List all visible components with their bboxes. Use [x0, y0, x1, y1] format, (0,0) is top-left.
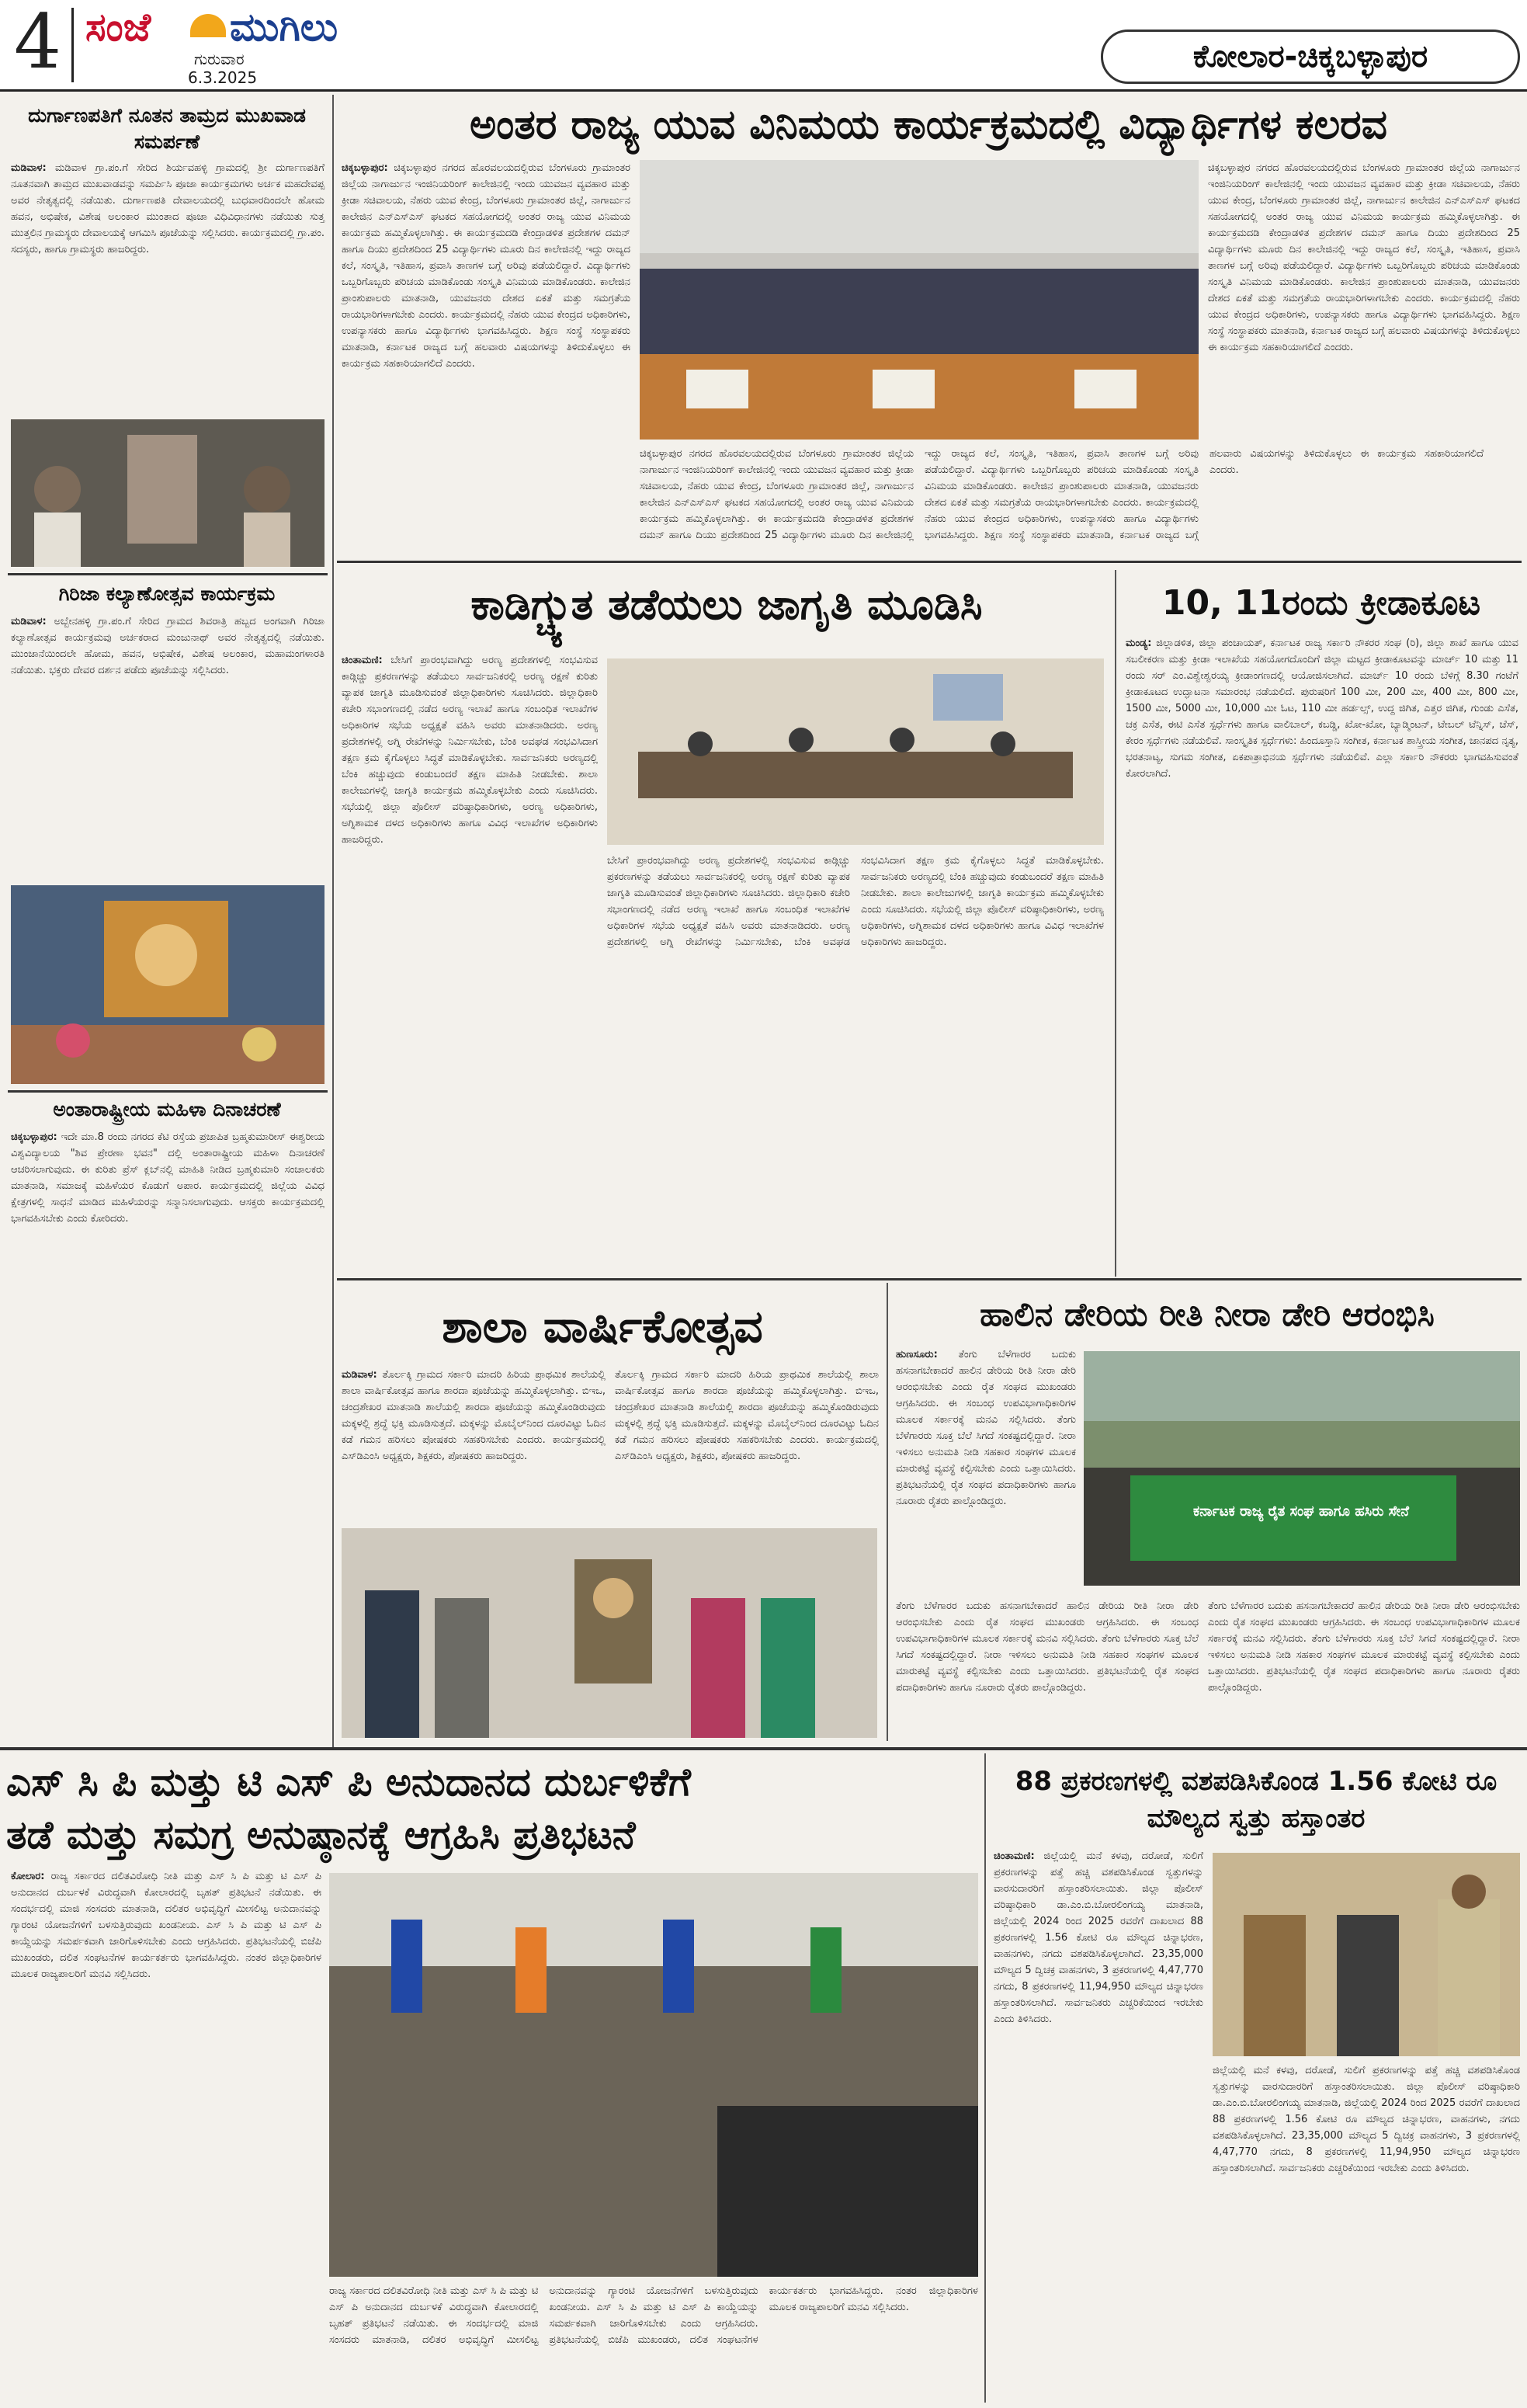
dateline: ಮಡಿವಾಳ:	[11, 616, 47, 627]
article-sports-body	[1126, 635, 1518, 1275]
banner-caption: ಕರ್ನಾಟಕ ರಾಜ್ಯ ರೈತ ಸಂಘ ಹಾಗೂ ಹಸಿರು ಸೇನೆ	[1193, 1503, 1409, 1520]
article-durgamba-body	[11, 160, 324, 416]
headline-girija: ಗಿರಿಜಾ ಕಲ್ಯಾಣೋತ್ಸವ ಕಾರ್ಯಕ್ರಮ	[58, 582, 276, 605]
article-text: ರಾಜ್ಯ ಸರ್ಕಾರದ ದಲಿತವಿರೋಧಿ ನೀತಿ ಮತ್ತು ಎಸ್ ಸಿ ಪಿ ಮತ್ತು ಟಿ ಎಸ್ ಪಿ ಅನುದಾನದ ದುರ್ಬಳಕೆ ವಿರುದ್ಧವಾಗಿ ಕೋಲಾರದಲ್ಲಿ ಬೃಹತ್ ಪ್ರತಿಭಟನೆ ನಡೆಯಿತು. ಈ ಸಂದರ್ಭದಲ್ಲಿ ಮಾಜಿ ಸಂಸದರು ಮಾತನಾಡಿ, ದಲಿತರ ಅಭಿವೃದ್ಧಿಗೆ ಮೀಸಲಿಟ್ಟ ಅನುದಾನವನ್ನು ಗ್ಯಾರಂಟಿ ಯೋಜನೆಗಳಿಗೆ ಬಳಸುತ್ತಿರುವುದು ಖಂಡನೀಯ. ಎಸ್ ಸಿ ಪಿ ಮತ್ತು ಟಿ ಎಸ್ ಪಿ ಕಾಯ್ದೆಯನ್ನು ಸಮರ್ಪಕವಾಗಿ ಜಾರಿಗೊಳಿಸಬೇಕು ಎಂದು ಆಗ್ರಹಿಸಿದರು. ಪ್ರತಿಭಟನೆಯಲ್ಲಿ ಬಿಜೆಪಿ ಮುಖಂಡರು, ದಲಿತ ಸಂಘಟನೆಗಳ ಕಾರ್ಯಕರ್ತರು ಭಾಗವಹಿಸಿದ್ದರು. ನಂತರ ಜಿಲ್ಲಾಧಿಕಾರಿಗಳ ಮೂಲಕ ರಾಜ್ಯಪಾಲರಿಗೆ ಮನವಿ ಸಲ್ಲಿಸಿದರು.	[11, 1871, 321, 1980]
dateline: ಮಡಿವಾಳ:	[342, 1369, 377, 1381]
column-divider	[332, 95, 334, 1749]
headline-exchange: ಅಂತರ ರಾಜ್ಯ ಯುವ ವಿನಿಮಯ ಕಾರ್ಯಕ್ರಮದಲ್ಲಿ ವಿದ್ಯಾರ್ಥಿಗಳ ಕಲರವ	[469, 102, 1388, 148]
dateline: ಕೋಲಾರ:	[11, 1871, 45, 1882]
meeting-photo	[607, 658, 1104, 845]
headline-protest-line2: ತಡೆ ಮತ್ತು ಸಮಗ್ರ ಅನುಷ್ಠಾನಕ್ಕೆ ಆಗ್ರಹಿಸಿ ಪ್ರತಿಭಟನೆ	[6, 1812, 636, 1857]
article-text: ಮಡಿವಾಳ ಗ್ರಾ.ಪಂ.ಗೆ ಸೇರಿದ ಶಿರ್ಯವಹಳ್ಳಿ ಗ್ರಾಮದಲ್ಲಿ ಶ್ರೀ ದುರ್ಗಾಣಪತಿಗೆ ನೂತನವಾಗಿ ತಾಮ್ರದ ಮುಖವಾಡವನ್ನು ಸಮರ್ಪಿಸಿ ಪೂಜಾ ಕಾರ್ಯಕ್ರಮಗಳು ಅರ್ಚಕ ಮಹದೇವಪ್ಪ ಅವರ ನೇತೃತ್ವದಲ್ಲಿ ನಡೆಯಿತು. ದುರ್ಗಾಣಪತಿ ದೇವಾಲಯದಲ್ಲಿ ಬುಧವಾರದಿಂದಲೇ ಹೋಮ ಹವನ, ಅಭಿಷೇಕ, ವಿಶೇಷ ಅಲಂಕಾರ ಮುಂತಾದ ಪೂಜಾ ವಿಧಿವಿಧಾನಗಳು ನಡೆಯಿತು ಸುತ್ತ ಮುತ್ತಲಿನ ಗ್ರಾಮಸ್ಥರು ದೇವಾಲಯಕ್ಕೆ ಆಗಮಿಸಿ ಪೂಜೆಯನ್ನು ಸಲ್ಲಿಸಿದರು. ಕಾರ್ಯಕ್ರಮದಲ್ಲಿ ಗ್ರಾ.ಪಂ. ಸದಸ್ಯರು, ಹಾಗೂ ಗ್ರಾಮಸ್ಥರು ಹಾಜರಿದ್ದರು.	[11, 162, 324, 255]
article-dairy-continued: ತೆಂಗು ಬೆಳೆಗಾರರ ಬದುಕು ಹಸನಾಗಬೇಕಾದರೆ ಹಾಲಿನ ಡೇರಿಯ ರೀತಿ ನೀರಾ ಡೇರಿ ಆರಂಭಿಸಬೇಕು ಎಂದು ರೈತ ಸಂಘದ ಮುಖಂಡರು ಆಗ್ರಹಿಸಿದರು. ಈ ಸಂಬಂಧ ಉಪವಿಭಾಗಾಧಿಕಾರಿಗಳ ಮೂಲಕ ಸರ್ಕಾರಕ್ಕೆ ಮನವಿ ಸಲ್ಲಿಸಿದರು. ತೆಂಗು ಬೆಳೆಗಾರರು ಸೂಕ್ತ ಬೆಲೆ ಸಿಗದೆ ಸಂಕಷ್ಟದಲ್ಲಿದ್ದಾರೆ. ನೀರಾ ಇಳಿಸಲು ಅನುಮತಿ ನೀಡಿ ಸಹಕಾರ ಸಂಘಗಳ ಮೂಲಕ ಮಾರುಕಟ್ಟೆ ವ್ಯವಸ್ಥೆ ಕಲ್ಪಿಸಬೇಕು ಎಂದು ಒತ್ತಾಯಿಸಿದರು. ಪ್ರತಿಭಟನೆಯಲ್ಲಿ ರೈತ ಸಂಘದ ಪದಾಧಿಕಾರಿಗಳು ಹಾಗೂ ನೂರಾರು ರೈತರು ಪಾಲ್ಗೊಂಡಿದ್ದರು.	[896, 1600, 1199, 1694]
article-text: ಇದೇ ಮಾ.8 ರಂದು ನಗರದ ಕೆಟಿ ರಸ್ತೆಯ ಪ್ರಜಾಪಿತ ಬ್ರಹ್ಮಕುಮಾರೀಸ್ ಈಶ್ವರೀಯ ವಿಶ್ವವಿದ್ಯಾಲಯ "ಶಿವ ಪ್ರೇರಣಾ ಭವನ" ದಲ್ಲಿ ಅಂತಾರಾಷ್ಟ್ರೀಯ ಮಹಿಳಾ ದಿನಾಚರಣೆ ಆಚರಿಸಲಾಗುವುದು. ಈ ಕುರಿತು ಪ್ರೆಸ್ ಕ್ಲಬ್‌ನಲ್ಲಿ ಮಾಹಿತಿ ನೀಡಿದ ಬ್ರಹ್ಮಕುಮಾರಿ ಸಂಚಾಲಕರು ಮಾತನಾಡಿ, ಸಮಾಜಕ್ಕೆ ಮಹಿಳೆಯರ ಕೊಡುಗೆ ಅಪಾರ. ಕಾರ್ಯಕ್ರಮದಲ್ಲಿ ಜಿಲ್ಲೆಯ ವಿವಿಧ ಕ್ಷೇತ್ರಗಳಲ್ಲಿ ಸಾಧನೆ ಮಾಡಿದ ಮಹಿಳೆಯರನ್ನು ಸನ್ಮಾನಿಸಲಾಗುವುದು. ಆಸಕ್ತರು ಕಾರ್ಯಕ್ರಮದಲ್ಲಿ ಭಾಗವಹಿಸಬೇಕು ಎಂದು ಕೋರಿದರು.	[11, 1131, 324, 1225]
headline-sports: 10, 11ರಂದು ಕ್ರೀಡಾಕೂಟ	[1161, 583, 1481, 623]
article-text: ಚಿಕ್ಕಬಳ್ಳಾಪುರ ನಗರದ ಹೊರವಲಯದಲ್ಲಿರುವ ಬೆಂಗಳೂರು ಗ್ರಾಮಾಂತರ ಜಿಲ್ಲೆಯ ನಾಗಾರ್ಜುನ ಇಂಜಿನಿಯರಿಂಗ್ ಕಾಲೇಜಿನಲ್ಲಿ ಇಂದು ಯುವಜನ ವ್ಯವಹಾರ ಮತ್ತು ಕ್ರೀಡಾ ಸಚಿವಾಲಯ, ನೆಹರು ಯುವ ಕೇಂದ್ರ, ಬೆಂಗಳೂರು ಗ್ರಾಮಾಂತರ ಜಿಲ್ಲೆ, ನಾಗಾರ್ಜುನ ಕಾಲೇಜಿನ ಎನ್‌ಎಸ್‌ಎಸ್ ಘಟಕದ ಸಹಯೋಗದಲ್ಲಿ ಅಂತರ ರಾಜ್ಯ ಯುವ ವಿನಿಮಯ ಕಾರ್ಯಕ್ರಮ ಹಮ್ಮಿಕೊಳ್ಳಲಾಗಿತ್ತು. ಈ ಕಾರ್ಯಕ್ರಮದಡಿ ಕೇಂದ್ರಾಡಳಿತ ಪ್ರದೇಶಗಳ ದಮನ್ ಹಾಗೂ ದಿಯು ಪ್ರದೇಶದಿಂದ 25 ವಿದ್ಯಾರ್ಥಿಗಳು ಮೂರು ದಿನ ಕಾಲೇಜಿನಲ್ಲಿ ಇದ್ದು ರಾಜ್ಯದ ಕಲೆ, ಸಂಸ್ಕೃತಿ, ಇತಿಹಾಸ, ಪ್ರವಾಸಿ ತಾಣಗಳ ಬಗ್ಗೆ ಅರಿವು ಪಡೆಯಲಿದ್ದಾರೆ. ವಿದ್ಯಾರ್ಥಿಗಳು ಒಬ್ಬರಿಗೊಬ್ಬರು ಪರಿಚಯ ಮಾಡಿಕೊಂಡು ಸಂಸ್ಕೃತಿ ವಿನಿಮಯ ಮಾಡಿಕೊಂಡರು. ಕಾಲೇಜಿನ ಪ್ರಾಂಶುಪಾಲರು ಮಾತನಾಡಿ, ಯುವಜನರು ದೇಶದ ಏಕತೆ ಮತ್ತು ಸಮಗ್ರತೆಯ ರಾಯಭಾರಿಗಳಾಗಬೇಕು ಎಂದರು. ಕಾರ್ಯಕ್ರಮದಲ್ಲಿ ನೆಹರು ಯುವ ಕೇಂದ್ರದ ಅಧಿಕಾರಿಗಳು, ಉಪನ್ಯಾಸಕರು ಹಾಗೂ ವಿದ್ಯಾರ್ಥಿಗಳು ಭಾಗವಹಿಸಿದ್ದರು. ಶಿಕ್ಷಣ ಸಂಸ್ಥೆ ಸಂಸ್ಥಾಪಕರು ಮಾತನಾಡಿ, ಕರ್ನಾಟಕ ರಾಜ್ಯದ ಬಗ್ಗೆ ಹಲವಾರು ವಿಷಯಗಳನ್ನು ತಿಳಿದುಕೊಳ್ಳಲು ಈ ಕಾರ್ಯಕ್ರಮ ಸಹಕಾರಿಯಾಗಲಿದೆ ಎಂದರು.	[342, 162, 630, 370]
column-divider	[1115, 570, 1116, 1277]
temple-mask-photo	[11, 419, 324, 567]
dateline: ಮಂಡ್ಯ:	[1126, 638, 1152, 649]
article-text: ಬೇಸಿಗೆ ಪ್ರಾರಂಭವಾಗಿದ್ದು ಅರಣ್ಯ ಪ್ರದೇಶಗಳಲ್ಲಿ ಸಂಭವಿಸುವ ಕಾಡ್ಗಿಚ್ಚು ಪ್ರಕರಣಗಳನ್ನು ತಡೆಯಲು ಸಾರ್ವಜನಿಕರಲ್ಲಿ ಅರಣ್ಯ ರಕ್ಷಣೆ ಕುರಿತು ವ್ಯಾಪಕ ಜಾಗೃತಿ ಮೂಡಿಸುವಂತೆ ಜಿಲ್ಲಾಧಿಕಾರಿಗಳು ಸೂಚಿಸಿದರು. ಜಿಲ್ಲಾಧಿಕಾರಿ ಕಚೇರಿ ಸಭಾಂಗಣದಲ್ಲಿ ನಡೆದ ಅರಣ್ಯ ಇಲಾಖೆ ಹಾಗೂ ಸಂಬಂಧಿತ ಇಲಾಖೆಗಳ ಅಧಿಕಾರಿಗಳ ಸಭೆಯ ಅಧ್ಯಕ್ಷತೆ ವಹಿಸಿ ಅವರು ಮಾತನಾಡಿದರು. ಅರಣ್ಯ ಪ್ರದೇಶಗಳಲ್ಲಿ ಅಗ್ನಿ ರೇಖೆಗಳನ್ನು ನಿರ್ಮಿಸಬೇಕು, ಬೆಂಕಿ ಅವಘಡ ಸಂಭವಿಸಿದಾಗ ತಕ್ಷಣ ಕ್ರಮ ಕೈಗೊಳ್ಳಲು ಸಿದ್ಧತೆ ಮಾಡಿಕೊಳ್ಳಬೇಕು. ಸಾರ್ವಜನಿಕರು ಅರಣ್ಯದಲ್ಲಿ ಬೆಂಕಿ ಹಚ್ಚುವುದು ಕಂಡುಬಂದರೆ ತಕ್ಷಣ ಮಾಹಿತಿ ನೀಡಬೇಕು. ಶಾಲಾ ಕಾಲೇಜುಗಳಲ್ಲಿ ಜಾಗೃತಿ ಕಾರ್ಯಕ್ರಮ ಹಮ್ಮಿಕೊಳ್ಳಬೇಕು ಎಂದು ಸೂಚಿಸಿದರು. ಸಭೆಯಲ್ಲಿ ಜಿಲ್ಲಾ ಪೊಲೀಸ್ ವರಿಷ್ಠಾಧಿಕಾರಿಗಳು, ಅರಣ್ಯ ಅಧಿಕಾರಿಗಳು, ಅಗ್ನಿಶಾಮಕ ದಳದ ಅಧಿಕಾರಿಗಳು ಹಾಗೂ ವಿವಿಧ ಇಲಾಖೆಗಳ ಅಧಿಕಾರಿಗಳು ಹಾಜರಿದ್ದರು.	[342, 655, 598, 846]
students-group-photo	[640, 160, 1199, 440]
article-property-body	[994, 1848, 1203, 2403]
protest-march-photo	[329, 1873, 978, 2277]
dateline: ಹುಣಸೂರು:	[896, 1349, 938, 1360]
issue-day: ಗುರುವಾರ	[194, 50, 245, 68]
photo-illustration	[329, 1873, 978, 2277]
photo-illustration	[11, 419, 324, 567]
dateline: ಚಿಂತಾಮಣಿ:	[994, 1850, 1035, 1862]
headline-property: 88 ಪ್ರಕರಣಗಳಲ್ಲಿ ವಶಪಡಿಸಿಕೊಂಡ 1.56 ಕೋಟಿ ರೂ ಮೌಲ್ಯದ ಸ್ವತ್ತು ಹಸ್ತಾಂತರ	[1015, 1766, 1498, 1834]
photo-illustration	[1084, 1351, 1520, 1586]
article-text: ತೆಂಗು ಬೆಳೆಗಾರರ ಬದುಕು ಹಸನಾಗಬೇಕಾದರೆ ಹಾಲಿನ ಡೇರಿಯ ರೀತಿ ನೀರಾ ಡೇರಿ ಆರಂಭಿಸಬೇಕು ಎಂದು ರೈತ ಸಂಘದ ಮುಖಂಡರು ಆಗ್ರಹಿಸಿದರು. ಈ ಸಂಬಂಧ ಉಪವಿಭಾಗಾಧಿಕಾರಿಗಳ ಮೂಲಕ ಸರ್ಕಾರಕ್ಕೆ ಮನವಿ ಸಲ್ಲಿಸಿದರು. ತೆಂಗು ಬೆಳೆಗಾರರು ಸೂಕ್ತ ಬೆಲೆ ಸಿಗದೆ ಸಂಕಷ್ಟದಲ್ಲಿದ್ದಾರೆ. ನೀರಾ ಇಳಿಸಲು ಅನುಮತಿ ನೀಡಿ ಸಹಕಾರ ಸಂಘಗಳ ಮೂಲಕ ಮಾರುಕಟ್ಟೆ ವ್ಯವಸ್ಥೆ ಕಲ್ಪಿಸಬೇಕು ಎಂದು ಒತ್ತಾಯಿಸಿದರು. ಪ್ರತಿಭಟನೆಯಲ್ಲಿ ರೈತ ಸಂಘದ ಪದಾಧಿಕಾರಿಗಳು ಹಾಗೂ ನೂರಾರು ರೈತರು ಪಾಲ್ಗೊಂಡಿದ್ದರು.	[896, 1349, 1076, 1507]
photo-illustration	[342, 1528, 877, 1738]
article-text: ಅಬ್ಬೇನಹಳ್ಳಿ ಗ್ರಾ.ಪಂ.ಗೆ ಸೇರಿದ ಗ್ರಾಮದ ಶಿವರಾತ್ರಿ ಹಬ್ಬದ ಅಂಗವಾಗಿ ಗಿರಿಜಾ ಕಲ್ಯಾಣೋತ್ಸವ ಕಾರ್ಯಕ್ರಮವು ಅರ್ಚಕರಾದ ಮಂಜುನಾಥ್ ಅವರ ನೇತೃತ್ವದಲ್ಲಿ ನಡೆಯಿತು. ಮುಂಜಾನೆಯಿಂದಲೇ ಹೋಮ, ಹವನ, ಅಭಿಷೇಕ, ವಿಶೇಷ ಅಲಂಕಾರ, ಮಹಾಮಂಗಳಾರತಿ ನಡೆಯಿತು. ಭಕ್ತರು ದೇವರ ದರ್ಶನ ಪಡೆದು ಪೂಜೆಯನ್ನು ಸಲ್ಲಿಸಿದರು.	[11, 616, 325, 676]
section-rule	[337, 561, 1522, 563]
headline-womens-day: ಅಂತಾರಾಷ್ಟ್ರೀಯ ಮಹಿಳಾ ದಿನಾಚರಣೆ	[53, 1098, 281, 1121]
article-protest-continued: ರಾಜ್ಯ ಸರ್ಕಾರದ ದಲಿತವಿರೋಧಿ ನೀತಿ ಮತ್ತು ಎಸ್ ಸಿ ಪಿ ಮತ್ತು ಟಿ ಎಸ್ ಪಿ ಅನುದಾನದ ದುರ್ಬಳಕೆ ವಿರುದ್ಧವಾಗಿ ಕೋಲಾರದಲ್ಲಿ ಬೃಹತ್ ಪ್ರತಿಭಟನೆ ನಡೆಯಿತು. ಈ ಸಂದರ್ಭದಲ್ಲಿ ಮಾಜಿ ಸಂಸದರು ಮಾತನಾಡಿ, ದಲಿತರ ಅಭಿವೃದ್ಧಿಗೆ ಮೀಸಲಿಟ್ಟ ಅನುದಾನವನ್ನು ಗ್ಯಾರಂಟಿ ಯೋಜನೆಗಳಿಗೆ ಬಳಸುತ್ತಿರುವುದು ಖಂಡನೀಯ. ಎಸ್ ಸಿ ಪಿ ಮತ್ತು ಟಿ ಎಸ್ ಪಿ ಕಾಯ್ದೆಯನ್ನು ಸಮರ್ಪಕವಾಗಿ ಜಾರಿಗೊಳಿಸಬೇಕು ಎಂದು ಆಗ್ರಹಿಸಿದರು. ಪ್ರತಿಭಟನೆಯಲ್ಲಿ ಬಿಜೆಪಿ ಮುಖಂಡರು, ದಲಿತ ಸಂಘಟನೆಗಳ ಕಾರ್ಯಕರ್ತರು ಭಾಗವಹಿಸಿದ್ದರು. ನಂತರ ಜಿಲ್ಲಾಧಿಕಾರಿಗಳ ಮೂಲಕ ರಾಜ್ಯಪಾಲರಿಗೆ ಮನವಿ ಸಲ್ಲಿಸಿದರು.	[329, 2285, 978, 2346]
article-exchange-body	[342, 160, 630, 556]
headline-protest-line1: ಎಸ್ ಸಿ ಪಿ ಮತ್ತು ಟಿ ಎಸ್ ಪಿ ಅನುದಾನದ ದುರ್ಬಳಿಕೆಗೆ	[6, 1760, 691, 1805]
column-divider	[887, 1283, 888, 1741]
dateline: ಚಿಂತಾಮಣಿ:	[342, 655, 383, 666]
article-exchange-continued: ಚಿಕ್ಕಬಳ್ಳಾಪುರ ನಗರದ ಹೊರವಲಯದಲ್ಲಿರುವ ಬೆಂಗಳೂರು ಗ್ರಾಮಾಂತರ ಜಿಲ್ಲೆಯ ನಾಗಾರ್ಜುನ ಇಂಜಿನಿಯರಿಂಗ್ ಕಾಲೇಜಿನಲ್ಲಿ ಇಂದು ಯುವಜನ ವ್ಯವಹಾರ ಮತ್ತು ಕ್ರೀಡಾ ಸಚಿವಾಲಯ, ನೆಹರು ಯುವ ಕೇಂದ್ರ, ಬೆಂಗಳೂರು ಗ್ರಾಮಾಂತರ ಜಿಲ್ಲೆ, ನಾಗಾರ್ಜುನ ಕಾಲೇಜಿನ ಎನ್‌ಎಸ್‌ಎಸ್ ಘಟಕದ ಸಹಯೋಗದಲ್ಲಿ ಅಂತರ ರಾಜ್ಯ ಯುವ ವಿನಿಮಯ ಕಾರ್ಯಕ್ರಮ ಹಮ್ಮಿಕೊಳ್ಳಲಾಗಿತ್ತು. ಈ ಕಾರ್ಯಕ್ರಮದಡಿ ಕೇಂದ್ರಾಡಳಿತ ಪ್ರದೇಶಗಳ ದಮನ್ ಹಾಗೂ ದಿಯು ಪ್ರದೇಶದಿಂದ 25 ವಿದ್ಯಾರ್ಥಿಗಳು ಮೂರು ದಿನ ಕಾಲೇಜಿನಲ್ಲಿ ಇದ್ದು ರಾಜ್ಯದ ಕಲೆ, ಸಂಸ್ಕೃತಿ, ಇತಿಹಾಸ, ಪ್ರವಾಸಿ ತಾಣಗಳ ಬಗ್ಗೆ ಅರಿವು ಪಡೆಯಲಿದ್ದಾರೆ. ವಿದ್ಯಾರ್ಥಿಗಳು ಒಬ್ಬರಿಗೊಬ್ಬರು ಪರಿಚಯ ಮಾಡಿಕೊಂಡು ಸಂಸ್ಕೃತಿ ವಿನಿಮಯ ಮಾಡಿಕೊಂಡರು. ಕಾಲೇಜಿನ ಪ್ರಾಂಶುಪಾಲರು ಮಾತನಾಡಿ, ಯುವಜನರು ದೇಶದ ಏಕತೆ ಮತ್ತು ಸಮಗ್ರತೆಯ ರಾಯಭಾರಿಗಳಾಗಬೇಕು ಎಂದರು. ಕಾರ್ಯಕ್ರಮದಲ್ಲಿ ನೆಹರು ಯುವ ಕೇಂದ್ರದ ಅಧಿಕಾರಿಗಳು, ಉಪನ್ಯಾಸಕರು ಹಾಗೂ ವಿದ್ಯಾರ್ಥಿಗಳು ಭಾಗವಹಿಸಿದ್ದರು. ಶಿಕ್ಷಣ ಸಂಸ್ಥೆ ಸಂಸ್ಥಾಪಕರು ಮಾತನಾಡಿ, ಕರ್ನಾಟಕ ರಾಜ್ಯದ ಬಗ್ಗೆ ಹಲವಾರು ವಿಷಯಗಳನ್ನು ತಿಳಿದುಕೊಳ್ಳಲು ಈ ಕಾರ್ಯಕ್ರಮ ಸಹಕಾರಿಯಾಗಲಿದೆ ಎಂದರು.	[640, 448, 1484, 541]
section-rule	[8, 1090, 328, 1093]
article-womens-day-body	[11, 1129, 324, 1743]
article-girija-body	[11, 613, 324, 877]
headline-forest-fire: ಕಾಡಿಗ್ಚ್ಯುತ ತಡೆಯಲು ಜಾಗೃತಿ ಮೂಡಿಸಿ	[470, 580, 983, 629]
article-protest-body	[11, 1868, 321, 2403]
article-property-continued: ಜಿಲ್ಲೆಯಲ್ಲಿ ಮನೆ ಕಳವು, ದರೋಡೆ, ಸುಲಿಗೆ ಪ್ರಕರಣಗಳನ್ನು ಪತ್ತೆ ಹಚ್ಚಿ ವಶಪಡಿಸಿಕೊಂಡ ಸ್ವತ್ತುಗಳನ್ನು ವಾರಸುದಾರರಿಗೆ ಹಸ್ತಾಂತರಿಸಲಾಯಿತು. ಜಿಲ್ಲಾ ಪೊಲೀಸ್ ವರಿಷ್ಠಾಧಿಕಾರಿ ಡಾ.ಎಂ.ಬಿ.ಬೋರಲಿಂಗಯ್ಯ ಮಾತನಾಡಿ, ಜಿಲ್ಲೆಯಲ್ಲಿ 2024 ರಿಂದ 2025 ರವರೆಗೆ ದಾಖಲಾದ 88 ಪ್ರಕರಣಗಳಲ್ಲಿ 1.56 ಕೋಟಿ ರೂ ಮೌಲ್ಯದ ಚಿನ್ನಾಭರಣ, ವಾಹನಗಳು, ನಗದು ವಶಪಡಿಸಿಕೊಳ್ಳಲಾಗಿದೆ. 23,35,000 ಮೌಲ್ಯದ 5 ದ್ವಿಚಕ್ರ ವಾಹನಗಳು, 3 ಪ್ರಕರಣಗಳಲ್ಲಿ 4,47,770 ನಗದು, 8 ಪ್ರಕರಣಗಳಲ್ಲಿ 11,94,950 ಮೌಲ್ಯದ ಚಿನ್ನಾಭರಣ ಹಸ್ತಾಂತರಿಸಲಾಗಿದೆ. ಸಾರ್ವಜನಿಕರು ಎಚ್ಚರಿಕೆಯಿಂದ ಇರಬೇಕು ಎಂದು ತಿಳಿಸಿದರು.	[1213, 2065, 1520, 2174]
police-handover-photo	[1213, 1853, 1520, 2056]
page-number: 4	[14, 0, 62, 85]
dateline: ಚಿಕ್ಕಬಳ್ಳಾಪುರ:	[11, 1131, 57, 1143]
article-exchange-right-column: ಚಿಕ್ಕಬಳ್ಳಾಪುರ ನಗರದ ಹೊರವಲಯದಲ್ಲಿರುವ ಬೆಂಗಳೂರು ಗ್ರಾಮಾಂತರ ಜಿಲ್ಲೆಯ ನಾಗಾರ್ಜುನ ಇಂಜಿನಿಯರಿಂಗ್ ಕಾಲೇಜಿನಲ್ಲಿ ಇಂದು ಯುವಜನ ವ್ಯವಹಾರ ಮತ್ತು ಕ್ರೀಡಾ ಸಚಿವಾಲಯ, ನೆಹರು ಯುವ ಕೇಂದ್ರ, ಬೆಂಗಳೂರು ಗ್ರಾಮಾಂತರ ಜಿಲ್ಲೆ, ನಾಗಾರ್ಜುನ ಕಾಲೇಜಿನ ಎನ್‌ಎಸ್‌ಎಸ್ ಘಟಕದ ಸಹಯೋಗದಲ್ಲಿ ಅಂತರ ರಾಜ್ಯ ಯುವ ವಿನಿಮಯ ಕಾರ್ಯಕ್ರಮ ಹಮ್ಮಿಕೊಳ್ಳಲಾಗಿತ್ತು. ಈ ಕಾರ್ಯಕ್ರಮದಡಿ ಕೇಂದ್ರಾಡಳಿತ ಪ್ರದೇಶಗಳ ದಮನ್ ಹಾಗೂ ದಿಯು ಪ್ರದೇಶದಿಂದ 25 ವಿದ್ಯಾರ್ಥಿಗಳು ಮೂರು ದಿನ ಕಾಲೇಜಿನಲ್ಲಿ ಇದ್ದು ರಾಜ್ಯದ ಕಲೆ, ಸಂಸ್ಕೃತಿ, ಇತಿಹಾಸ, ಪ್ರವಾಸಿ ತಾಣಗಳ ಬಗ್ಗೆ ಅರಿವು ಪಡೆಯಲಿದ್ದಾರೆ. ವಿದ್ಯಾರ್ಥಿಗಳು ಒಬ್ಬರಿಗೊಬ್ಬರು ಪರಿಚಯ ಮಾಡಿಕೊಂಡು ಸಂಸ್ಕೃತಿ ವಿನಿಮಯ ಮಾಡಿಕೊಂಡರು. ಕಾಲೇಜಿನ ಪ್ರಾಂಶುಪಾಲರು ಮಾತನಾಡಿ, ಯುವಜನರು ದೇಶದ ಏಕತೆ ಮತ್ತು ಸಮಗ್ರತೆಯ ರಾಯಭಾರಿಗಳಾಗಬೇಕು ಎಂದರು. ಕಾರ್ಯಕ್ರಮದಲ್ಲಿ ನೆಹರು ಯುವ ಕೇಂದ್ರದ ಅಧಿಕಾರಿಗಳು, ಉಪನ್ಯಾಸಕರು ಹಾಗೂ ವಿದ್ಯಾರ್ಥಿಗಳು ಭಾಗವಹಿಸಿದ್ದರು. ಶಿಕ್ಷಣ ಸಂಸ್ಥೆ ಸಂಸ್ಥಾಪಕರು ಮಾತನಾಡಿ, ಕರ್ನಾಟಕ ರಾಜ್ಯದ ಬಗ್ಗೆ ಹಲವಾರು ವಿಷಯಗಳನ್ನು ತಿಳಿದುಕೊಳ್ಳಲು ಈ ಕಾರ್ಯಕ್ರಮ ಸಹಕಾರಿಯಾಗಲಿದೆ ಎಂದರು.	[1208, 162, 1520, 353]
article-dairy-body	[896, 1346, 1076, 1595]
photo-illustration	[607, 658, 1104, 845]
column-divider	[984, 1753, 986, 2403]
article-forest-fire-continued: ಬೇಸಿಗೆ ಪ್ರಾರಂಭವಾಗಿದ್ದು ಅರಣ್ಯ ಪ್ರದೇಶಗಳಲ್ಲಿ ಸಂಭವಿಸುವ ಕಾಡ್ಗಿಚ್ಚು ಪ್ರಕರಣಗಳನ್ನು ತಡೆಯಲು ಸಾರ್ವಜನಿಕರಲ್ಲಿ ಅರಣ್ಯ ರಕ್ಷಣೆ ಕುರಿತು ವ್ಯಾಪಕ ಜಾಗೃತಿ ಮೂಡಿಸುವಂತೆ ಜಿಲ್ಲಾಧಿಕಾರಿಗಳು ಸೂಚಿಸಿದರು. ಜಿಲ್ಲಾಧಿಕಾರಿ ಕಚೇರಿ ಸಭಾಂಗಣದಲ್ಲಿ ನಡೆದ ಅರಣ್ಯ ಇಲಾಖೆ ಹಾಗೂ ಸಂಬಂಧಿತ ಇಲಾಖೆಗಳ ಅಧಿಕಾರಿಗಳ ಸಭೆಯ ಅಧ್ಯಕ್ಷತೆ ವಹಿಸಿ ಅವರು ಮಾತನಾಡಿದರು. ಅರಣ್ಯ ಪ್ರದೇಶಗಳಲ್ಲಿ ಅಗ್ನಿ ರೇಖೆಗಳನ್ನು ನಿರ್ಮಿಸಬೇಕು, ಬೆಂಕಿ ಅವಘಡ ಸಂಭವಿಸಿದಾಗ ತಕ್ಷಣ ಕ್ರಮ ಕೈಗೊಳ್ಳಲು ಸಿದ್ಧತೆ ಮಾಡಿಕೊಳ್ಳಬೇಕು. ಸಾರ್ವಜನಿಕರು ಅರಣ್ಯದಲ್ಲಿ ಬೆಂಕಿ ಹಚ್ಚುವುದು ಕಂಡುಬಂದರೆ ತಕ್ಷಣ ಮಾಹಿತಿ ನೀಡಬೇಕು. ಶಾಲಾ ಕಾಲೇಜುಗಳಲ್ಲಿ ಜಾಗೃತಿ ಕಾರ್ಯಕ್ರಮ ಹಮ್ಮಿಕೊಳ್ಳಬೇಕು ಎಂದು ಸೂಚಿಸಿದರು. ಸಭೆಯಲ್ಲಿ ಜಿಲ್ಲಾ ಪೊಲೀಸ್ ವರಿಷ್ಠಾಧಿಕಾರಿಗಳು, ಅರಣ್ಯ ಅಧಿಕಾರಿಗಳು, ಅಗ್ನಿಶಾಮಕ ದಳದ ಅಧಿಕಾರಿಗಳು ಹಾಗೂ ವಿವಿಧ ಇಲಾಖೆಗಳ ಅಧಿಕಾರಿಗಳು ಹಾಜರಿದ್ದರು.	[607, 855, 1104, 948]
section-rule	[8, 573, 328, 575]
photo-illustration	[11, 885, 324, 1084]
article-dairy-right-column: ತೆಂಗು ಬೆಳೆಗಾರರ ಬದುಕು ಹಸನಾಗಬೇಕಾದರೆ ಹಾಲಿನ ಡೇರಿಯ ರೀತಿ ನೀರಾ ಡೇರಿ ಆರಂಭಿಸಬೇಕು ಎಂದು ರೈತ ಸಂಘದ ಮುಖಂಡರು ಆಗ್ರಹಿಸಿದರು. ಈ ಸಂಬಂಧ ಉಪವಿಭಾಗಾಧಿಕಾರಿಗಳ ಮೂಲಕ ಸರ್ಕಾರಕ್ಕೆ ಮನವಿ ಸಲ್ಲಿಸಿದರು. ತೆಂಗು ಬೆಳೆಗಾರರು ಸೂಕ್ತ ಬೆಲೆ ಸಿಗದೆ ಸಂಕಷ್ಟದಲ್ಲಿದ್ದಾರೆ. ನೀರಾ ಇಳಿಸಲು ಅನುಮತಿ ನೀಡಿ ಸಹಕಾರ ಸಂಘಗಳ ಮೂಲಕ ಮಾರುಕಟ್ಟೆ ವ್ಯವಸ್ಥೆ ಕಲ್ಪಿಸಬೇಕು ಎಂದು ಒತ್ತಾಯಿಸಿದರು. ಪ್ರತಿಭಟನೆಯಲ್ಲಿ ರೈತ ಸಂಘದ ಪದಾಧಿಕಾರಿಗಳು ಹಾಗೂ ನೂರಾರು ರೈತರು ಪಾಲ್ಗೊಂಡಿದ್ದರು.	[1208, 1600, 1520, 1694]
photo-illustration	[1213, 1853, 1520, 2056]
school-event-photo	[342, 1528, 877, 1738]
dateline: ಚಿಕ್ಕಬಳ್ಳಾಪುರ:	[342, 162, 388, 174]
article-school-body	[342, 1367, 606, 1522]
article-text: ಜಿಲ್ಲಾಡಳಿತ, ಜಿಲ್ಲಾ ಪಂಚಾಯತ್, ಕರ್ನಾಟಕ ರಾಜ್ಯ ಸರ್ಕಾರಿ ನೌಕರರ ಸಂಘ (ರಿ), ಜಿಲ್ಲಾ ಶಾಖೆ ಹಾಗೂ ಯುವ ಸಬಲೀಕರಣ ಮತ್ತು ಕ್ರೀಡಾ ಇಲಾಖೆಯ ಸಹಯೋಗದೊಂದಿಗೆ ಜಿಲ್ಲಾ ಮಟ್ಟದ ಕ್ರೀಡಾಕೂಟವನ್ನು ಮಾರ್ಚ್ 10 ಮತ್ತು 11 ರಂದು ಸರ್‌ ಎಂ.ವಿಶ್ವೇಶ್ವರಯ್ಯ ಕ್ರೀಡಾಂಗಣದಲ್ಲಿ ಆಯೋಜಿಸಲಾಗಿದೆ. ಮಾರ್ಚ್ 10 ರಂದು ಬೆಳಿಗ್ಗೆ 8.30 ಗಂಟೆಗೆ ಕ್ರೀಡಾಕೂಟದ ಉದ್ಘಾಟನಾ ಸಮಾರಂಭ ನಡೆಯಲಿದೆ. ಪುರುಷರಿಗೆ 100 ಮೀ, 200 ಮೀ, 400 ಮೀ, 800 ಮೀ, 1500 ಮೀ, 5000 ಮೀ, 10,000 ಮೀ ಓಟ, 110 ಮೀ ಹರ್ಡಲ್ಸ್, ಉದ್ದ ಜಿಗಿತ, ಎತ್ತರ ಜಿಗಿತ, ಗುಂಡು ಎಸೆತ, ಚಕ್ರ ಎಸೆತ, ಈಟಿ ಎಸೆತ ಸ್ಪರ್ಧೆಗಳು ಹಾಗೂ ವಾಲಿಬಾಲ್, ಕಬಡ್ಡಿ, ಖೋ-ಖೋ, ಬ್ಯಾಡ್ಮಿಂಟನ್, ಟೇಬಲ್ ಟೆನ್ನಿಸ್, ಚೆಸ್, ಕೇರಂ ಸ್ಪರ್ಧೆಗಳು ನಡೆಯಲಿವೆ. ಸಾಂಸ್ಕೃತಿಕ ಸ್ಪರ್ಧೆಗಳು: ಹಿಂದೂಸ್ತಾನಿ ಸಂಗೀತ, ಕರ್ನಾಟಕ ಶಾಸ್ತ್ರೀಯ ಸಂಗೀತ, ಜಾನಪದ ನೃತ್ಯ, ಭರತನಾಟ್ಯ, ಸುಗಮ ಸಂಗೀತ, ಏಕಪಾತ್ರಾಭಿನಯ ಸ್ಪರ್ಧೆಗಳು ನಡೆಯಲಿವೆ. ಎಲ್ಲಾ ಸರ್ಕಾರಿ ನೌಕರರು ಭಾಗವಹಿಸುವಂತೆ ಕೋರಲಾಗಿದೆ.	[1126, 638, 1518, 780]
issue-date: 6.3.2025	[188, 68, 258, 87]
headline-dairy: ಹಾಲಿನ ಡೇರಿಯ ರೀತಿ ನೀರಾ ಡೇರಿ ಆರಂಭಿಸಿ	[980, 1295, 1435, 1333]
farmers-protest-photo	[1084, 1351, 1520, 1586]
headline-durgamba: ದುರ್ಗಾಣಪತಿಗೆ ನೂತನ ತಾಮ್ರದ ಮುಖವಾಡ ಸಮರ್ಪಣೆ	[28, 104, 306, 153]
headline-school: ಶಾಲಾ ವಾರ್ಷಿಕೋತ್ಸವ	[442, 1300, 763, 1353]
article-forest-fire-body	[342, 652, 598, 1275]
section-rule	[0, 1747, 1527, 1750]
section-rule	[337, 1278, 1522, 1280]
kalyanotsava-photo	[11, 885, 324, 1084]
masthead-divider	[71, 8, 74, 82]
article-text: ತೊರ್ಲಕ್ಕಿ ಗ್ರಾಮದ ಸರ್ಕಾರಿ ಮಾದರಿ ಹಿರಿಯ ಪ್ರಾಥಮಿಕ ಶಾಲೆಯಲ್ಲಿ ಶಾಲಾ ವಾರ್ಷಿಕೋತ್ಸವ ಹಾಗೂ ಶಾರದಾ ಪೂಜೆಯನ್ನು ಹಮ್ಮಿಕೊಳ್ಳಲಾಗಿತ್ತು. ಬಿಇಒ, ಚಂದ್ರಶೇಖರ ಮಾತನಾಡಿ ಶಾಲೆಯಲ್ಲಿ ಶಾರದಾ ಪೂಜೆಯನ್ನು ಹಮ್ಮಿಕೊಂಡಿರುವುದು ಮಕ್ಕಳಲ್ಲಿ ಶ್ರದ್ಧೆ ಭಕ್ತಿ ಮೂಡಿಸುತ್ತದೆ. ಮಕ್ಕಳನ್ನು ಮೊಬೈಲ್‌ನಿಂದ ದೂರವಿಟ್ಟು ಓದಿನ ಕಡೆ ಗಮನ ಹರಿಸಲು ಪೋಷಕರು ಸಹಕರಿಸಬೇಕು ಎಂದರು. ಕಾರ್ಯಕ್ರಮದಲ್ಲಿ ಎಸ್‌ಡಿಎಂಸಿ ಅಧ್ಯಕ್ಷರು, ಶಿಕ್ಷಕರು, ಪೋಷಕರು ಹಾಜರಿದ್ದರು.	[342, 1369, 606, 1462]
logo-right: ಮುಗಿಲು	[230, 5, 338, 50]
photo-illustration	[640, 160, 1199, 440]
article-text: ಜಿಲ್ಲೆಯಲ್ಲಿ ಮನೆ ಕಳವು, ದರೋಡೆ, ಸುಲಿಗೆ ಪ್ರಕರಣಗಳನ್ನು ಪತ್ತೆ ಹಚ್ಚಿ ವಶಪಡಿಸಿಕೊಂಡ ಸ್ವತ್ತುಗಳನ್ನು ವಾರಸುದಾರರಿಗೆ ಹಸ್ತಾಂತರಿಸಲಾಯಿತು. ಜಿಲ್ಲಾ ಪೊಲೀಸ್ ವರಿಷ್ಠಾಧಿಕಾರಿ ಡಾ.ಎಂ.ಬಿ.ಬೋರಲಿಂಗಯ್ಯ ಮಾತನಾಡಿ, ಜಿಲ್ಲೆಯಲ್ಲಿ 2024 ರಿಂದ 2025 ರವರೆಗೆ ದಾಖಲಾದ 88 ಪ್ರಕರಣಗಳಲ್ಲಿ 1.56 ಕೋಟಿ ರೂ ಮೌಲ್ಯದ ಚಿನ್ನಾಭರಣ, ವಾಹನಗಳು, ನಗದು ವಶಪಡಿಸಿಕೊಳ್ಳಲಾಗಿದೆ. 23,35,000 ಮೌಲ್ಯದ 5 ದ್ವಿಚಕ್ರ ವಾಹನಗಳು, 3 ಪ್ರಕರಣಗಳಲ್ಲಿ 4,47,770 ನಗದು, 8 ಪ್ರಕರಣಗಳಲ್ಲಿ 11,94,950 ಮೌಲ್ಯದ ಚಿನ್ನಾಭರಣ ಹಸ್ತಾಂತರಿಸಲಾಗಿದೆ. ಸಾರ್ವಜನಿಕರು ಎಚ್ಚರಿಕೆಯಿಂದ ಇರಬೇಕು ಎಂದು ತಿಳಿಸಿದರು.	[994, 1850, 1203, 2025]
article-school-continued: ತೊರ್ಲಕ್ಕಿ ಗ್ರಾಮದ ಸರ್ಕಾರಿ ಮಾದರಿ ಹಿರಿಯ ಪ್ರಾಥಮಿಕ ಶಾಲೆಯಲ್ಲಿ ಶಾಲಾ ವಾರ್ಷಿಕೋತ್ಸವ ಹಾಗೂ ಶಾರದಾ ಪೂಜೆಯನ್ನು ಹಮ್ಮಿಕೊಳ್ಳಲಾಗಿತ್ತು. ಬಿಇಒ, ಚಂದ್ರಶೇಖರ ಮಾತನಾಡಿ ಶಾಲೆಯಲ್ಲಿ ಶಾರದಾ ಪೂಜೆಯನ್ನು ಹಮ್ಮಿಕೊಂಡಿರುವುದು ಮಕ್ಕಳಲ್ಲಿ ಶ್ರದ್ಧೆ ಭಕ್ತಿ ಮೂಡಿಸುತ್ತದೆ. ಮಕ್ಕಳನ್ನು ಮೊಬೈಲ್‌ನಿಂದ ದೂರವಿಟ್ಟು ಓದಿನ ಕಡೆ ಗಮನ ಹರಿಸಲು ಪೋಷಕರು ಸಹಕರಿಸಬೇಕು ಎಂದರು. ಕಾರ್ಯಕ್ರಮದಲ್ಲಿ ಎಸ್‌ಡಿಎಂಸಿ ಅಧ್ಯಕ್ಷರು, ಶಿಕ್ಷಕರು, ಪೋಷಕರು ಹಾಜರಿದ್ದರು.	[615, 1369, 879, 1462]
logo-left: ಸಂಜೆ	[85, 5, 151, 50]
region-label: ಕೋಲಾರ-ಚಿಕ್ಕಬಳ್ಳಾಪುರ	[1101, 30, 1520, 84]
dateline: ಮಡಿವಾಳ:	[11, 162, 47, 174]
